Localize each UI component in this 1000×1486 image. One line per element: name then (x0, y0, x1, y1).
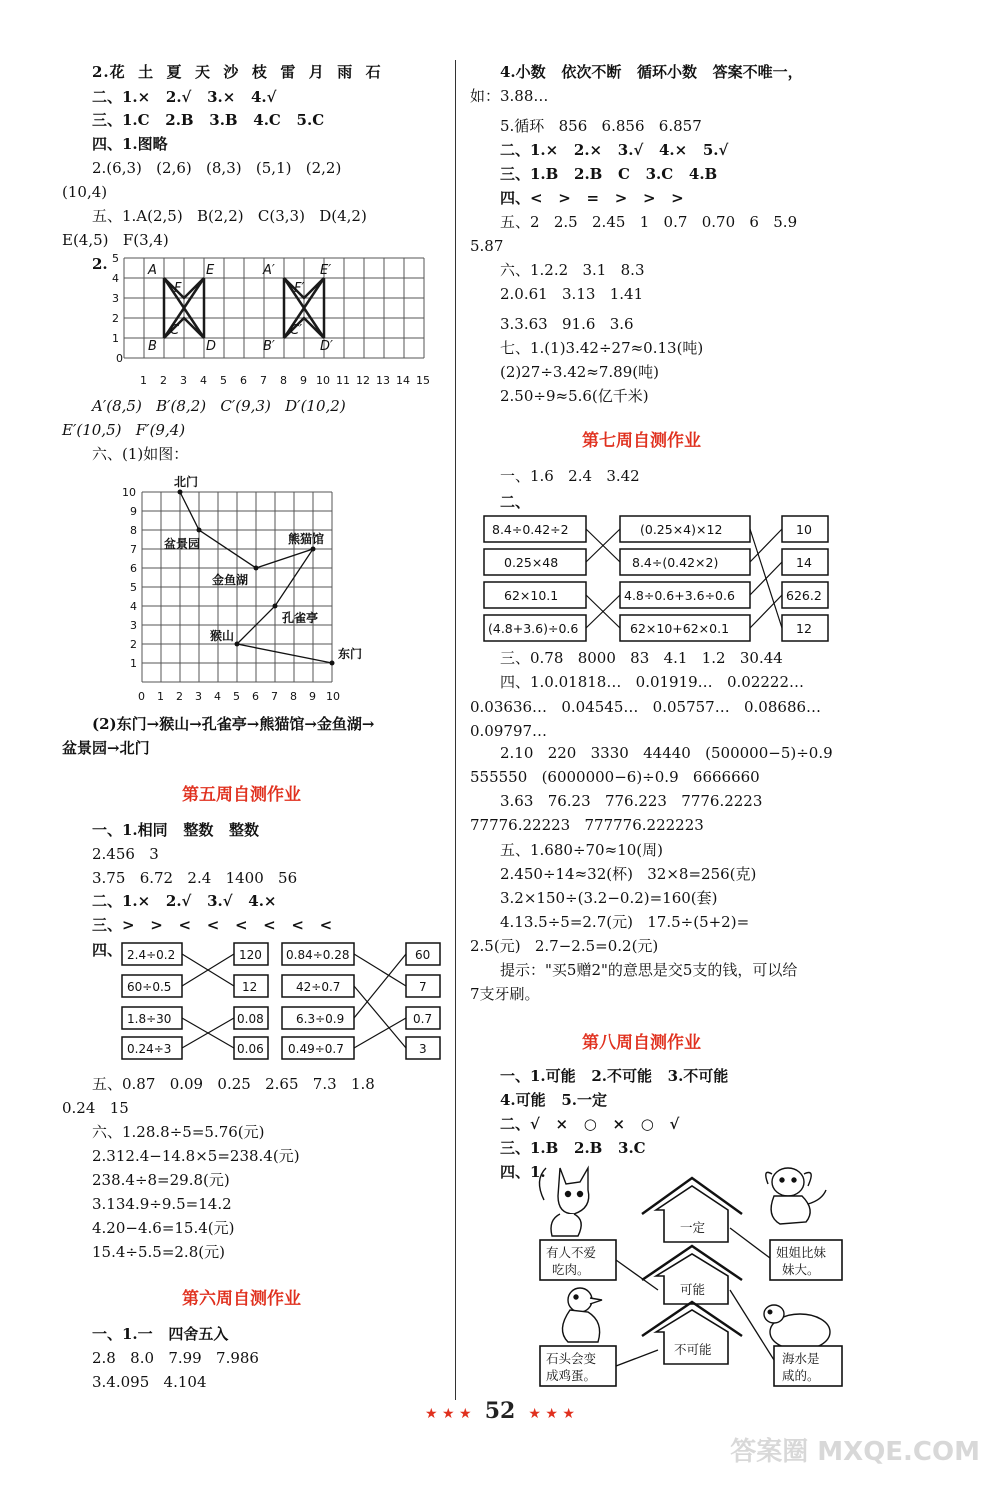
matching-diagram-sec7 (480, 510, 840, 650)
answer-line: 0.09797… (470, 722, 548, 740)
result: 14 (796, 555, 812, 570)
place-label: 东门 (338, 647, 363, 661)
answer-line: 3.2×150÷(3.2−0.2)=160(套) (500, 889, 718, 907)
tick-label: 10 (326, 690, 340, 703)
point-label: D′ (320, 339, 333, 354)
answer-line: 5.87 (470, 237, 504, 255)
expression: 62×10.1 (504, 588, 559, 603)
statement-text: 吃肉。 (552, 1262, 590, 1277)
tick-label: 13 (376, 374, 390, 387)
tick-label: 6 (252, 690, 259, 703)
column-divider (455, 60, 456, 1400)
answer-line: 二、 (500, 493, 531, 511)
tick-label: 7 (271, 690, 278, 703)
answer-line: 三、1.B 2.B C 3.C 4.B (500, 165, 718, 183)
answer-line: 一、1.相同 整数 整数 (92, 821, 259, 839)
tick-label: 4 (112, 272, 119, 285)
park-map-grid (118, 472, 378, 710)
tick-label: 9 (309, 690, 316, 703)
answer-line: 3.3.63 91.6 3.6 (500, 315, 634, 333)
result: 7 (419, 980, 427, 994)
statement-text: 石头会变 (546, 1351, 597, 1366)
duck-icon (562, 1288, 602, 1342)
answer-line: 15.4÷5.5=2.8(元) (92, 1243, 225, 1261)
tick-label: 12 (356, 374, 370, 387)
expression: 8.4÷(0.42×2) (632, 555, 719, 570)
answer-line: 盆景园→北门 (62, 739, 150, 757)
answer-line: 四、1.0.01818… 0.01919… 0.02222… (500, 673, 805, 691)
tick-label: 5 (130, 581, 137, 594)
matching-picture-sec8 (530, 1160, 850, 1392)
answer-line: 4.20−4.6=15.4(元) (92, 1219, 235, 1237)
answer-line: 六、(1)如图： (92, 445, 189, 463)
point-label: C (170, 323, 180, 338)
answer-line: (2)27÷3.42≈7.89(吨) (500, 363, 659, 381)
answer-line: 2.8 8.0 7.99 7.986 (92, 1349, 259, 1367)
result: 0.7 (413, 1012, 433, 1026)
expression: 60÷0.5 (127, 980, 172, 994)
tick-label: 1 (157, 690, 164, 703)
answer-line: 2.450÷14≈32(杯) 32×8=256(克) (500, 865, 757, 883)
expression: 0.25×48 (504, 555, 559, 570)
place-label: 北门 (174, 475, 199, 489)
tick-label: 0 (138, 690, 145, 703)
point-label: C′ (290, 323, 303, 338)
answer-line: 0.03636… 0.04545… 0.05757… 0.08686… (470, 698, 822, 716)
matching-diagram-sec5 (118, 938, 448, 1068)
answer-line: 2.5(元) 2.7−2.5=0.2(元) (470, 937, 659, 955)
tick-label: 3 (195, 690, 202, 703)
point-label: B′ (263, 339, 275, 354)
expression: 8.4÷0.42÷2 (492, 522, 569, 537)
answer-line: 7支牙刷。 (470, 985, 540, 1003)
answer-line: 2.10 220 3330 44440 (500000−5)÷0.9 (500, 744, 833, 762)
expression: (0.25×4)×12 (640, 522, 723, 537)
tick-label: 2 (112, 312, 119, 325)
dog-icon (766, 1168, 826, 1224)
answer-line: 2. (92, 255, 108, 273)
tick-label: 6 (240, 374, 247, 387)
tick-label: 5 (220, 374, 227, 387)
point-label: A′ (263, 263, 275, 278)
place-label: 金鱼湖 (212, 573, 249, 587)
answer-line: 4.13.5÷5=2.7(元) 17.5÷(5+2)= (500, 913, 750, 931)
point-label: E (206, 263, 215, 278)
result: 12 (242, 980, 258, 994)
answer-line: 一、1.6 2.4 3.42 (500, 467, 640, 485)
result: 3 (419, 1042, 427, 1056)
tick-label: 0 (116, 352, 123, 365)
answer-line: 2.(6,3) (2,6) (8,3) (5,1) (2,2) (92, 159, 342, 177)
tick-label: 4 (130, 600, 137, 613)
watermark-logo (730, 1438, 980, 1466)
answer-line: 2.50÷9≈5.6(亿千米) (500, 387, 649, 405)
expression: 1.8÷30 (127, 1012, 172, 1026)
answer-line: 如：3.88… (470, 87, 549, 105)
result: 0.06 (237, 1042, 264, 1056)
section-title: 第五周自测作业 (182, 785, 301, 805)
tick-label: 8 (280, 374, 287, 387)
result: 120 (239, 948, 262, 962)
expression: 42÷0.7 (296, 980, 341, 994)
answer-line: 三、0.78 8000 83 4.1 1.2 30.44 (500, 649, 783, 667)
place-label: 孔雀亭 (282, 611, 319, 625)
point-label: D (206, 339, 217, 354)
section-title: 第六周自测作业 (182, 1289, 301, 1309)
point-label: A (148, 263, 157, 278)
tick-label: 2 (176, 690, 183, 703)
house-label: 不可能 (674, 1342, 712, 1357)
point-label: B (148, 339, 157, 354)
expression: 0.24÷3 (127, 1042, 172, 1056)
answer-line: 三、1.C 2.B 3.B 4.C 5.C (92, 111, 325, 129)
answer-line: 3.134.9÷9.5=14.2 (92, 1195, 232, 1213)
answer-line: 一、1.一 四舍五入 (92, 1325, 229, 1343)
expression: 2.4÷0.2 (127, 948, 176, 962)
statement-text: 有人不爱 (546, 1245, 597, 1260)
section-title: 第七周自测作业 (582, 431, 701, 451)
answer-line: 五、2 2.5 2.45 1 0.7 0.70 6 5.9 (500, 213, 798, 231)
answer-line: 77776.22223 777776.222223 (470, 816, 704, 834)
house-label: 一定 (680, 1220, 706, 1235)
place-label: 猴山 (210, 629, 235, 643)
tick-label: 15 (416, 374, 430, 387)
answer-line: 四、1. (500, 1163, 546, 1181)
answer-line: 六、1.28.8÷5=5.76(元) (92, 1123, 265, 1141)
answer-line: 七、1.(1)3.42÷27≈0.13(吨) (500, 339, 704, 357)
tick-label: 3 (130, 619, 137, 632)
result: 12 (796, 621, 812, 636)
answer-line: 二、1.× 2.× 3.√ 4.× 5.√ (500, 141, 729, 159)
expression: (4.8+3.6)÷0.6 (488, 621, 579, 636)
expression: 4.8÷0.6+3.6÷0.6 (624, 588, 735, 603)
result: 626.2 (786, 588, 822, 603)
place-label: 盆景园 (164, 537, 201, 551)
answer-line: 提示："买5赠2"的意思是交5支的钱，可以给 (500, 961, 798, 979)
statement-text: 咸的。 (782, 1368, 820, 1383)
cat-icon (539, 1168, 588, 1236)
page-footer (0, 1398, 1000, 1424)
star-icon: ★ ★ ★ (425, 1406, 472, 1422)
answer-line: (10,4) (62, 183, 108, 201)
point-label: E′ (320, 263, 332, 278)
tick-label: 5 (233, 690, 240, 703)
point-label: F′ (294, 281, 305, 296)
expression: 62×10+62×0.1 (630, 621, 730, 636)
answer-line: 4.可能 5.一定 (500, 1091, 607, 1109)
expression: 0.84÷0.28 (286, 948, 350, 962)
answer-line: 2.456 3 (92, 845, 159, 863)
answer-line: 0.24 15 (62, 1099, 129, 1117)
answer-line: 2.0.61 3.13 1.41 (500, 285, 644, 303)
result: 0.08 (237, 1012, 264, 1026)
coordinate-grid-1 (108, 252, 428, 392)
tick-label: 2 (130, 638, 137, 651)
answer-line: E(4,5) F(3,4) (62, 231, 169, 249)
answer-line: 5.循环 856 6.856 6.857 (500, 117, 702, 135)
tick-label: 7 (260, 374, 267, 387)
place-label: 熊猫馆 (288, 532, 325, 546)
answer-line: 五、1.680÷70≈10(周) (500, 841, 663, 859)
result: 10 (796, 522, 812, 537)
tick-label: 1 (130, 657, 137, 670)
statement-text: 妹大。 (782, 1262, 820, 1277)
tick-label: 5 (112, 252, 119, 265)
answer-line: 六、1.2.2 3.1 8.3 (500, 261, 645, 279)
statement-text: 海水是 (782, 1351, 820, 1366)
answer-line: 2.花 土 夏 天 沙 枝 雷 月 雨 石 (92, 63, 382, 81)
answer-line: 四、1.图略 (92, 135, 168, 153)
result: 60 (415, 948, 431, 962)
answer-line: 3.63 76.23 776.223 7776.2223 (500, 792, 763, 810)
tick-label: 4 (214, 690, 221, 703)
answer-line: A′(8,5) B′(8,2) C′(9,3) D′(10,2) (92, 397, 346, 415)
tick-label: 10 (122, 486, 136, 499)
tick-label: 3 (180, 374, 187, 387)
answer-line: 238.4÷8=29.8(元) (92, 1171, 230, 1189)
tick-label: 3 (112, 292, 119, 305)
answer-line: 2.312.4−14.8×5=238.4(元) (92, 1147, 300, 1165)
statement-text: 成鸡蛋。 (546, 1368, 597, 1383)
answer-line: 3.75 6.72 2.4 1400 56 (92, 869, 298, 887)
tick-label: 8 (130, 524, 137, 537)
expression: 0.49÷0.7 (288, 1042, 344, 1056)
answer-line: 四、 (92, 941, 123, 959)
page-number: 52 (484, 1398, 516, 1424)
tick-label: 7 (130, 543, 137, 556)
point-label: F (174, 281, 182, 296)
answer-line: 4.小数 依次不断 循环小数 答案不唯一， (500, 63, 803, 81)
answer-line: 3.4.095 4.104 (92, 1373, 207, 1391)
tick-label: 9 (130, 505, 137, 518)
tick-label: 8 (290, 690, 297, 703)
answer-line: 二、1.× 2.√ 3.√ 4.× (92, 892, 277, 910)
answer-line: 四、< > = > > > (500, 189, 684, 207)
expression: 6.3÷0.9 (296, 1012, 345, 1026)
answer-line: 三、> > < < < < < < (92, 916, 333, 934)
tick-label: 1 (112, 332, 119, 345)
tick-label: 9 (300, 374, 307, 387)
answer-line: 三、1.B 2.B 3.C (500, 1139, 646, 1157)
answer-line: 二、1.× 2.√ 3.× 4.√ (92, 88, 277, 106)
section-title: 第八周自测作业 (582, 1033, 701, 1053)
house-label: 可能 (680, 1282, 706, 1297)
tick-label: 1 (140, 374, 147, 387)
answer-line: 555550 (6000000−6)÷0.9 6666660 (470, 768, 760, 786)
answer-line: 一、1.可能 2.不可能 3.不可能 (500, 1067, 729, 1085)
tick-label: 11 (336, 374, 350, 387)
answer-line: 五、1.A(2,5) B(2,2) C(3,3) D(4,2) (92, 207, 367, 225)
answer-line: 二、√ × ○ × ○ √ (500, 1115, 680, 1133)
tick-label: 6 (130, 562, 137, 575)
watermark-text: 答案圈 MXQE.COM (730, 1437, 980, 1467)
tick-label: 10 (316, 374, 330, 387)
tick-label: 4 (200, 374, 207, 387)
answer-line: (2)东门→猴山→孔雀亭→熊猫馆→金鱼湖→ (92, 715, 375, 733)
star-icon: ★ ★ ★ (528, 1406, 575, 1422)
answer-line: E′(10,5) F′(9,4) (62, 421, 186, 439)
statement-text: 姐姐比妹 (776, 1245, 827, 1260)
answer-line: 五、0.87 0.09 0.25 2.65 7.3 1.8 (92, 1075, 375, 1093)
tick-label: 2 (160, 374, 167, 387)
tick-label: 14 (396, 374, 410, 387)
